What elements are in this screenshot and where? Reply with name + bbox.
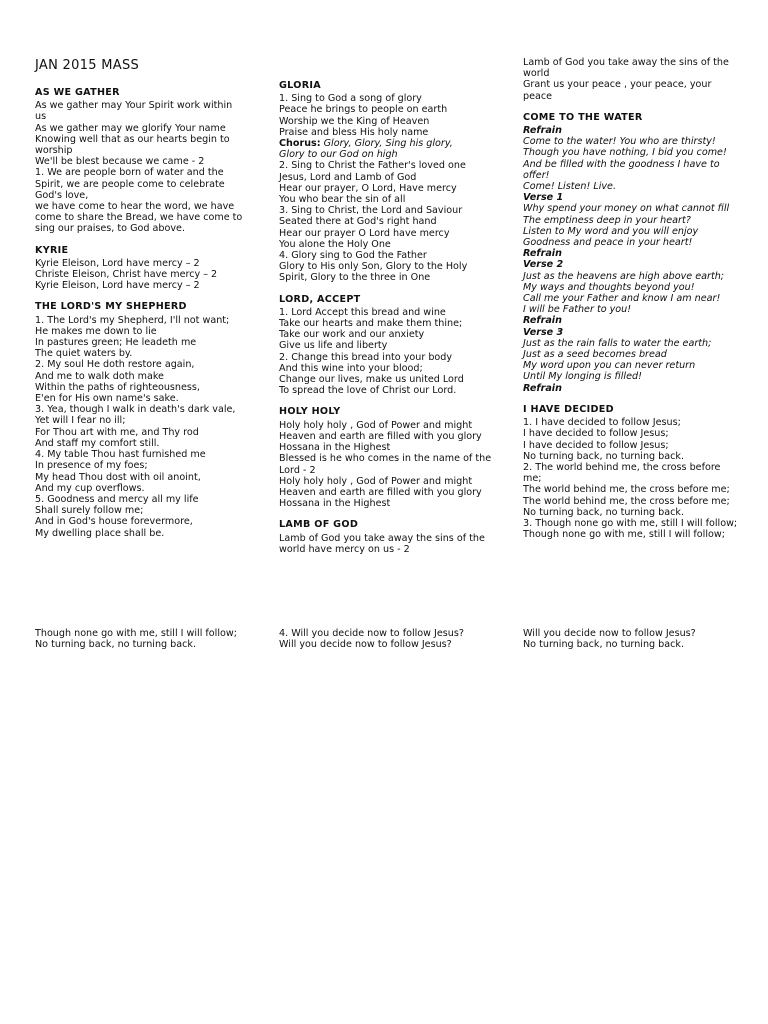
lyric-text: Christe Eleison, Christ have mercy – 2 (35, 269, 218, 281)
song-heading: THE LORD'S MY SHEPHERD (35, 301, 187, 313)
lyric-line (523, 271, 738, 282)
lyric-text: Verse 3 (523, 326, 564, 338)
lyric-line (279, 420, 494, 431)
lyric-line (35, 337, 245, 348)
lyric-line (523, 192, 738, 203)
footer-line: No turning back, no turning back. (523, 639, 685, 651)
lyric-line (523, 518, 738, 529)
lyric-line (523, 338, 738, 349)
lyric-line (523, 417, 738, 428)
lyric-line (523, 451, 738, 462)
lyric-line (35, 269, 245, 280)
lyric-line (279, 318, 494, 329)
footer-column-1 (35, 628, 265, 650)
lyric-text: Goodness and peace in your heart! (523, 237, 693, 249)
lyric-text: Though none go with me, still I will follow; (523, 529, 725, 541)
lyric-line (279, 533, 494, 555)
lyric-line (35, 528, 245, 539)
lyric-text: My dwelling place shall be. (35, 527, 165, 539)
lyric-line (35, 315, 245, 326)
lyric-text: Hear our prayer O Lord have mercy (279, 227, 450, 239)
lyric-text: You who bear the sin of all (279, 194, 406, 206)
lyric-text: And staff my comfort still. (35, 437, 160, 449)
column-1 (35, 58, 245, 549)
lyric-text: To spread the love of Christ our Lord. (279, 385, 457, 397)
lyric-text: My head Thou dost with oil anoint, (35, 471, 201, 483)
lyric-line (523, 215, 738, 226)
lyric-text: My ways and thoughts beyond you! (523, 281, 695, 293)
lyric-line (523, 259, 738, 270)
lyric-line (523, 79, 738, 101)
lyric-line (35, 359, 245, 370)
lyric-line (35, 371, 245, 382)
lyric-line (279, 160, 494, 171)
lyric-text: And this wine into your blood; (279, 362, 423, 374)
lyric-text: Lamb of God you take away the sins of the world (523, 57, 729, 80)
lyric-text: 1. Lord Accept this bread and wine (279, 306, 446, 318)
lyric-text: 2. My soul He doth restore again, (35, 359, 195, 371)
lyric-text: Glory to our God on high (279, 149, 398, 161)
lyric-text: Praise and bless His holy name (279, 126, 429, 138)
lyric-text: 3. Sing to Christ, the Lord and Saviour (279, 205, 463, 217)
lyric-line (523, 507, 738, 518)
lyric-line (279, 261, 494, 283)
lyric-text: Take our hearts and make them thine; (279, 318, 463, 330)
lyric-line (35, 348, 245, 359)
lyric-text: Come! Listen! Live. (523, 181, 617, 193)
lyric-line (279, 149, 494, 160)
lyric-line (523, 462, 738, 484)
lyric-text: Take our work and our anxiety (279, 329, 425, 341)
lyric-line (523, 181, 738, 192)
lyric-text: As we gather may Your Spirit work within us (35, 100, 233, 123)
lyric-text: Change our lives, make us united Lord (279, 374, 464, 386)
lyric-text: The world behind me, the cross before me; (523, 484, 730, 496)
song-block (523, 112, 738, 394)
column-1-songs (35, 87, 245, 539)
lyric-line (279, 442, 494, 453)
lyric-text: 2. The world behind me, the cross before me; (523, 461, 721, 485)
lyric-text: Give us life and liberty (279, 340, 388, 352)
lyric-line (35, 460, 245, 471)
song-heading: HOLY HOLY (279, 406, 341, 418)
lyric-text: Until My longing is filled! (523, 371, 642, 383)
lyric-line (35, 449, 245, 460)
lyric-text: Just as a seed becomes bread (523, 349, 667, 361)
lyric-line (35, 494, 245, 505)
lyric-line (35, 134, 245, 156)
lyric-text: Jesus, Lord and Lamb of God (279, 171, 417, 183)
chorus-label: Chorus: (279, 138, 321, 150)
lyric-line (35, 167, 245, 201)
song-block (279, 519, 494, 555)
lyric-text: The world behind me, the cross before me; (523, 495, 730, 507)
lyric-line (35, 382, 245, 393)
lyric-text: I have decided to follow Jesus; (523, 428, 669, 440)
lyric-line (279, 172, 494, 183)
lyric-text: E'en for His own name's sake. (35, 393, 179, 405)
lyric-line (279, 307, 494, 318)
lyric-line (523, 136, 738, 147)
lyric-text: We'll be blest because we came - 2 (35, 156, 205, 168)
lyric-text: Come to the water! You who are thirsty! (523, 136, 716, 148)
lyric-text: And in God's house forevermore, (35, 516, 193, 528)
lyric-line (523, 304, 738, 315)
lyric-text: 1. The Lord's my Shepherd, I'll not want; (35, 314, 230, 326)
song-heading: LAMB OF GOD (279, 519, 359, 531)
lyric-text: Within the paths of righteousness, (35, 381, 200, 393)
lyric-line (279, 431, 494, 442)
lyric-line (279, 374, 494, 385)
lyric-text: Verse 1 (523, 192, 564, 204)
song-block (279, 406, 494, 509)
lyric-text: Just as the heavens are high above earth; (523, 270, 725, 282)
lyric-text: Heaven and earth are filled with you glory (279, 430, 482, 442)
lyric-text: And be filled with the goodness I have to offer! (523, 158, 720, 181)
lyric-text: No turning back, no turning back. (523, 506, 685, 518)
footer-column-2 (279, 628, 509, 650)
song-block (279, 294, 494, 397)
lyric-line (35, 483, 245, 494)
song-block (35, 87, 245, 235)
lyric-line (523, 282, 738, 293)
lyric-line (279, 453, 494, 475)
song-heading: COME TO THE WATER (523, 111, 643, 123)
lyric-text: Refrain (523, 248, 562, 260)
lyric-line (279, 138, 494, 149)
lyric-line (35, 393, 245, 404)
lyric-text: Verse 2 (523, 259, 564, 271)
lyric-line (523, 360, 738, 371)
lyric-text: Listen to My word and you will enjoy (523, 225, 699, 237)
lyric-text: My word upon you can never return (523, 360, 696, 372)
lyric-text: And my cup overflows. (35, 482, 145, 494)
lyric-text: 5. Goodness and mercy all my life (35, 493, 199, 505)
lyric-line (523, 237, 738, 248)
lyric-text: Shall surely follow me; (35, 505, 144, 517)
document-title: JAN 2015 MASS (35, 58, 140, 73)
lyric-text: Holy holy holy , God of Power and might (279, 475, 473, 487)
lyric-text: I have decided to follow Jesus; (523, 439, 669, 451)
lyric-line (523, 57, 738, 79)
footer-line: 4. Will you decide now to follow Jesus? (279, 628, 464, 639)
lyric-text: 4. My table Thou hast furnished me (35, 449, 206, 461)
lyric-text: For Thou art with me, and Thy rod (35, 426, 199, 438)
lyric-line (523, 529, 738, 540)
song-heading: GLORIA (279, 80, 321, 91)
lyric-text: Call me your Father and know I am near! (523, 293, 721, 305)
lyric-text: No turning back, no turning back. (523, 450, 685, 462)
lyric-line (279, 194, 494, 205)
lyric-line (279, 216, 494, 227)
lyric-line (279, 352, 494, 363)
lyric-line (35, 123, 245, 134)
column-3-songs (523, 57, 738, 540)
song-heading: AS WE GATHER (35, 87, 120, 98)
song-block (35, 301, 245, 538)
lyric-line (35, 156, 245, 167)
lyric-text: Though you have nothing, I bid you come! (523, 147, 727, 159)
lyric-text: You alone the Holy One (279, 238, 391, 250)
footer-line: Though none go with me, still I will follow; (35, 628, 237, 639)
lyric-text: And me to walk doth make (35, 370, 164, 382)
lyric-line (523, 383, 738, 394)
lyric-line (35, 258, 245, 269)
lyric-line (279, 228, 494, 239)
lyric-text: Refrain (523, 315, 562, 327)
lyric-text: 3. Yea, though I walk in death's dark vale, (35, 404, 236, 416)
lyric-line (523, 496, 738, 507)
lyric-line (523, 226, 738, 237)
lyric-text: 1. I have decided to follow Jesus; (523, 417, 681, 429)
lyric-text: 3. Though none go with me, still I will follow; (523, 517, 738, 529)
lyric-text: Knowing well that as our hearts begin to worship (35, 133, 230, 157)
lyric-line (279, 329, 494, 340)
lyric-line (279, 385, 494, 396)
lyric-line (523, 327, 738, 338)
lyric-line (35, 505, 245, 516)
lyric-text: Blessed is he who comes in the name of the Lord - 2 (279, 453, 492, 476)
lyric-text: Just as the rain falls to water the earth; (523, 337, 712, 349)
lyric-text: 4. Glory sing to God the Father (279, 250, 427, 262)
song-heading: KYRIE (35, 244, 69, 256)
lyric-text: 1. We are people born of water and the Spirit, we are people come to celebrate God's love, (35, 167, 225, 201)
lyric-text: Seated there at God's right hand (279, 216, 437, 228)
lyric-text: Kyrie Eleison, Lord have mercy – 2 (35, 257, 200, 269)
lyric-line (279, 250, 494, 261)
lyric-text: Peace he brings to people on earth (279, 104, 448, 116)
lyric-text: Why spend your money on what cannot fill (523, 203, 730, 215)
lyric-text: Grant us your peace , your peace, your peace (523, 79, 712, 102)
lyric-line (35, 472, 245, 483)
lyric-line (279, 205, 494, 216)
lyric-text: He makes me down to lie (35, 325, 157, 337)
lyric-line (279, 340, 494, 351)
lyric-text: Hear our prayer, O Lord, Have mercy (279, 182, 457, 194)
lyric-text: Hossana in the Highest (279, 442, 391, 454)
lyric-text: 2. Sing to Christ the Father's loved one (279, 160, 466, 172)
column-3 (523, 57, 738, 550)
song-block (523, 57, 738, 102)
song-block (523, 404, 738, 540)
lyric-text: The quiet waters by. (35, 348, 133, 360)
lyric-line (279, 183, 494, 194)
lyric-line (35, 100, 245, 122)
lyric-line (523, 125, 738, 136)
lyric-text: Holy holy holy , God of Power and might (279, 419, 473, 431)
lyric-text: Glory, Glory, Sing his glory, (320, 138, 453, 150)
song-block (35, 245, 245, 292)
lyric-line (279, 498, 494, 509)
lyric-text: Glory to His only Son, Glory to the Holy Spirit, Glory to the three in One (279, 261, 468, 284)
lyric-line (279, 476, 494, 487)
lyric-text: Heaven and earth are filled with you glory (279, 486, 482, 498)
song-block (279, 80, 494, 284)
lyric-text: Yet will I fear no ill; (35, 415, 126, 427)
lyric-text: The emptiness deep in your heart? (523, 214, 691, 226)
lyric-line (523, 203, 738, 214)
lyric-text: Hossana in the Highest (279, 498, 391, 510)
lyric-line (279, 127, 494, 138)
footer-column-3 (523, 628, 753, 650)
footer-line: Will you decide now to follow Jesus? (279, 639, 452, 651)
lyric-text: In presence of my foes; (35, 460, 148, 472)
lyric-text: Refrain (523, 382, 562, 394)
lyric-text: Worship we the King of Heaven (279, 115, 430, 127)
lyric-line (523, 440, 738, 451)
lyric-line (279, 487, 494, 498)
lyric-text: Kyrie Eleison, Lord have mercy – 2 (35, 280, 200, 292)
column-2 (279, 80, 494, 565)
lyric-line (279, 363, 494, 374)
lyric-line (279, 93, 494, 104)
lyric-line (279, 104, 494, 115)
lyric-line (35, 438, 245, 449)
lyric-line (35, 201, 245, 235)
lyric-line (523, 293, 738, 304)
lyric-text: Refrain (523, 125, 562, 137)
lyric-line (35, 427, 245, 438)
lyric-text: I will be Father to you! (523, 304, 632, 316)
lyric-line (35, 280, 245, 291)
lyric-line (35, 404, 245, 415)
lyric-line (523, 159, 738, 181)
lyric-text: we have come to hear the word, we have come to share the Bread, we have come to sing our praises, to God above. (35, 201, 243, 235)
lyric-line (35, 516, 245, 527)
lyric-line (279, 116, 494, 127)
song-heading: LORD, ACCEPT (279, 293, 361, 305)
footer-line: No turning back, no turning back. (35, 639, 197, 651)
lyric-line (523, 315, 738, 326)
lyric-text: Lamb of God you take away the sins of the world have mercy on us - 2 (279, 532, 485, 555)
lyric-line (523, 349, 738, 360)
lyric-text: 1. Sing to God a song of glory (279, 93, 422, 105)
lyric-line (523, 248, 738, 259)
lyric-line (523, 484, 738, 495)
lyric-line (523, 147, 738, 158)
lyric-text: In pastures green; He leadeth me (35, 337, 197, 349)
footer-line: Will you decide now to follow Jesus? (523, 628, 696, 639)
lyric-line (35, 415, 245, 426)
lyric-line (279, 239, 494, 250)
lyric-text: 2. Change this bread into your body (279, 351, 453, 363)
lyric-line (523, 371, 738, 382)
lyric-text: As we gather may we glorify Your name (35, 122, 226, 134)
lyric-line (523, 428, 738, 439)
lyric-line (35, 326, 245, 337)
column-2-songs (279, 80, 494, 555)
song-heading: I HAVE DECIDED (523, 403, 614, 415)
